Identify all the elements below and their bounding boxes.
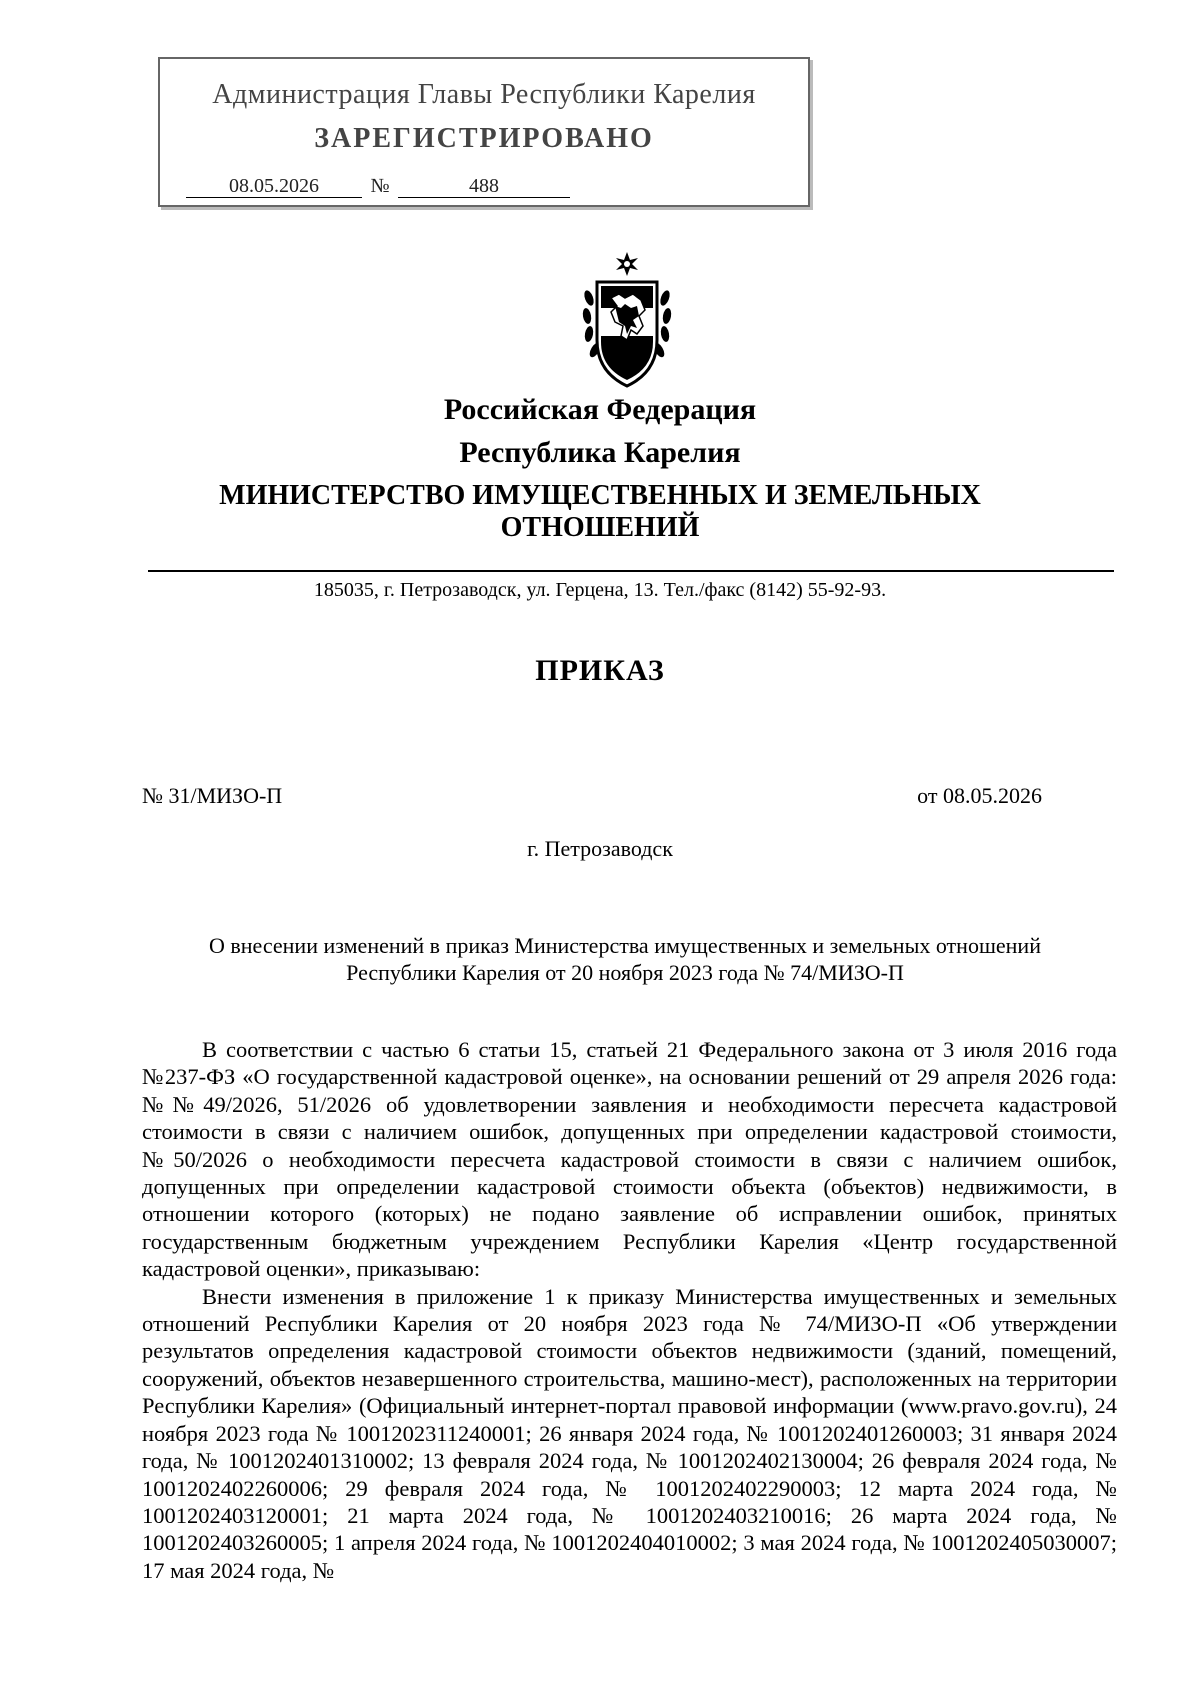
header-divider bbox=[148, 570, 1114, 572]
registration-stamp bbox=[158, 57, 810, 207]
body-paragraph-2: Внести изменения в приложение 1 к приказу Министерства имущественных и земельных отношений Республики Карелия от 20 ноября 2023 года № 74/МИЗО-П «Об утверждении результатов определения кадастровой стоимости объектов недвижимости (зданий, помещений, сооружений, объектов незавершенного строительства, машино-мест), расположенных на территории Республики Карелия» (Официальный интернет-портал правовой информации (www.pravo.gov.ru), 24 ноября 2023 года № 1001202311240001; 26 января 2024 года, № 1001202401260003; 31 января 2024 года, № 1001202401310002; 13 февраля 2024 года, № 1001202402130004; 26 февраля 2024 года, № 1001202402260006; 29 февраля 2024 года, № 1001202402290003; 12 марта 2024 года, № 1001202403120001; 21 марта 2024 года, № 1001202403210016; 26 марта 2024 года, № 1001202403260005; 1 апреля 2024 года, № 1001202404010002; 3 мая 2024 года, № 1001202405030007; 17 мая 2024 года, № bbox=[142, 1283, 1117, 1583]
stamp-number-label: № bbox=[370, 175, 390, 197]
stamp-registered: ЗАРЕГИСТРИРОВАНО bbox=[314, 123, 654, 154]
stamp-title: Администрация Главы Республики Карелия bbox=[212, 79, 756, 110]
stamp-date: 08.05.2026 bbox=[186, 175, 362, 198]
document-type: ПРИКАЗ bbox=[535, 654, 665, 687]
subject-line2: Республики Карелия от 20 ноября 2023 года № 74/МИЗО-П bbox=[346, 960, 904, 985]
ministry-title-line2: ОТНОШЕНИЙ bbox=[500, 512, 700, 543]
ministry-title-line1: МИНИСТЕРСТВО ИМУЩЕСТВЕННЫХ И ЗЕМЕЛЬНЫХ bbox=[219, 480, 981, 511]
order-subject bbox=[160, 932, 1090, 986]
karelia-coat-of-arms-icon bbox=[581, 250, 673, 390]
subject-line1: О внесении изменений в приказ Министерства имущественных и земельных отношений bbox=[209, 933, 1041, 958]
order-date: от 08.05.2026 bbox=[917, 783, 1042, 808]
republic-title: Республика Карелия bbox=[459, 436, 741, 469]
order-number: № 31/МИЗО-П bbox=[142, 783, 283, 808]
body-paragraph-1: В соответствии с частью 6 статьи 15, статьей 21 Федерального закона от 3 июля 2016 года №237-ФЗ «О государственной кадастровой оценке», на основании решений от 29 апреля 2026 года: №№49/2026, 51/2026 об удовлетворении заявления и необходимости пересчета кадастровой стоимости в связи с наличием ошибок, допущенных при определении кадастровой стоимости, №50/2026 о необходимости пересчета кадастровой стоимости в связи с наличием ошибок, допущенных при определении кадастровой стоимости объекта (объектов) недвижимости, в отношении которого (которых) не подано заявление об исправлении ошибок, принятых государственным бюджетным учреждением Республики Карелия «Центр государственной кадастровой оценки», приказываю: bbox=[142, 1037, 1117, 1282]
order-city: г. Петрозаводск bbox=[527, 836, 673, 861]
federation-title: Российская Федерация bbox=[443, 393, 757, 426]
stamp-number: 488 bbox=[398, 175, 570, 198]
order-body bbox=[142, 1036, 1117, 1584]
ministry-address: 185035, г. Петрозаводск, ул. Герцена, 13. Тел./факс (8142) 55-92-93. bbox=[313, 579, 887, 601]
